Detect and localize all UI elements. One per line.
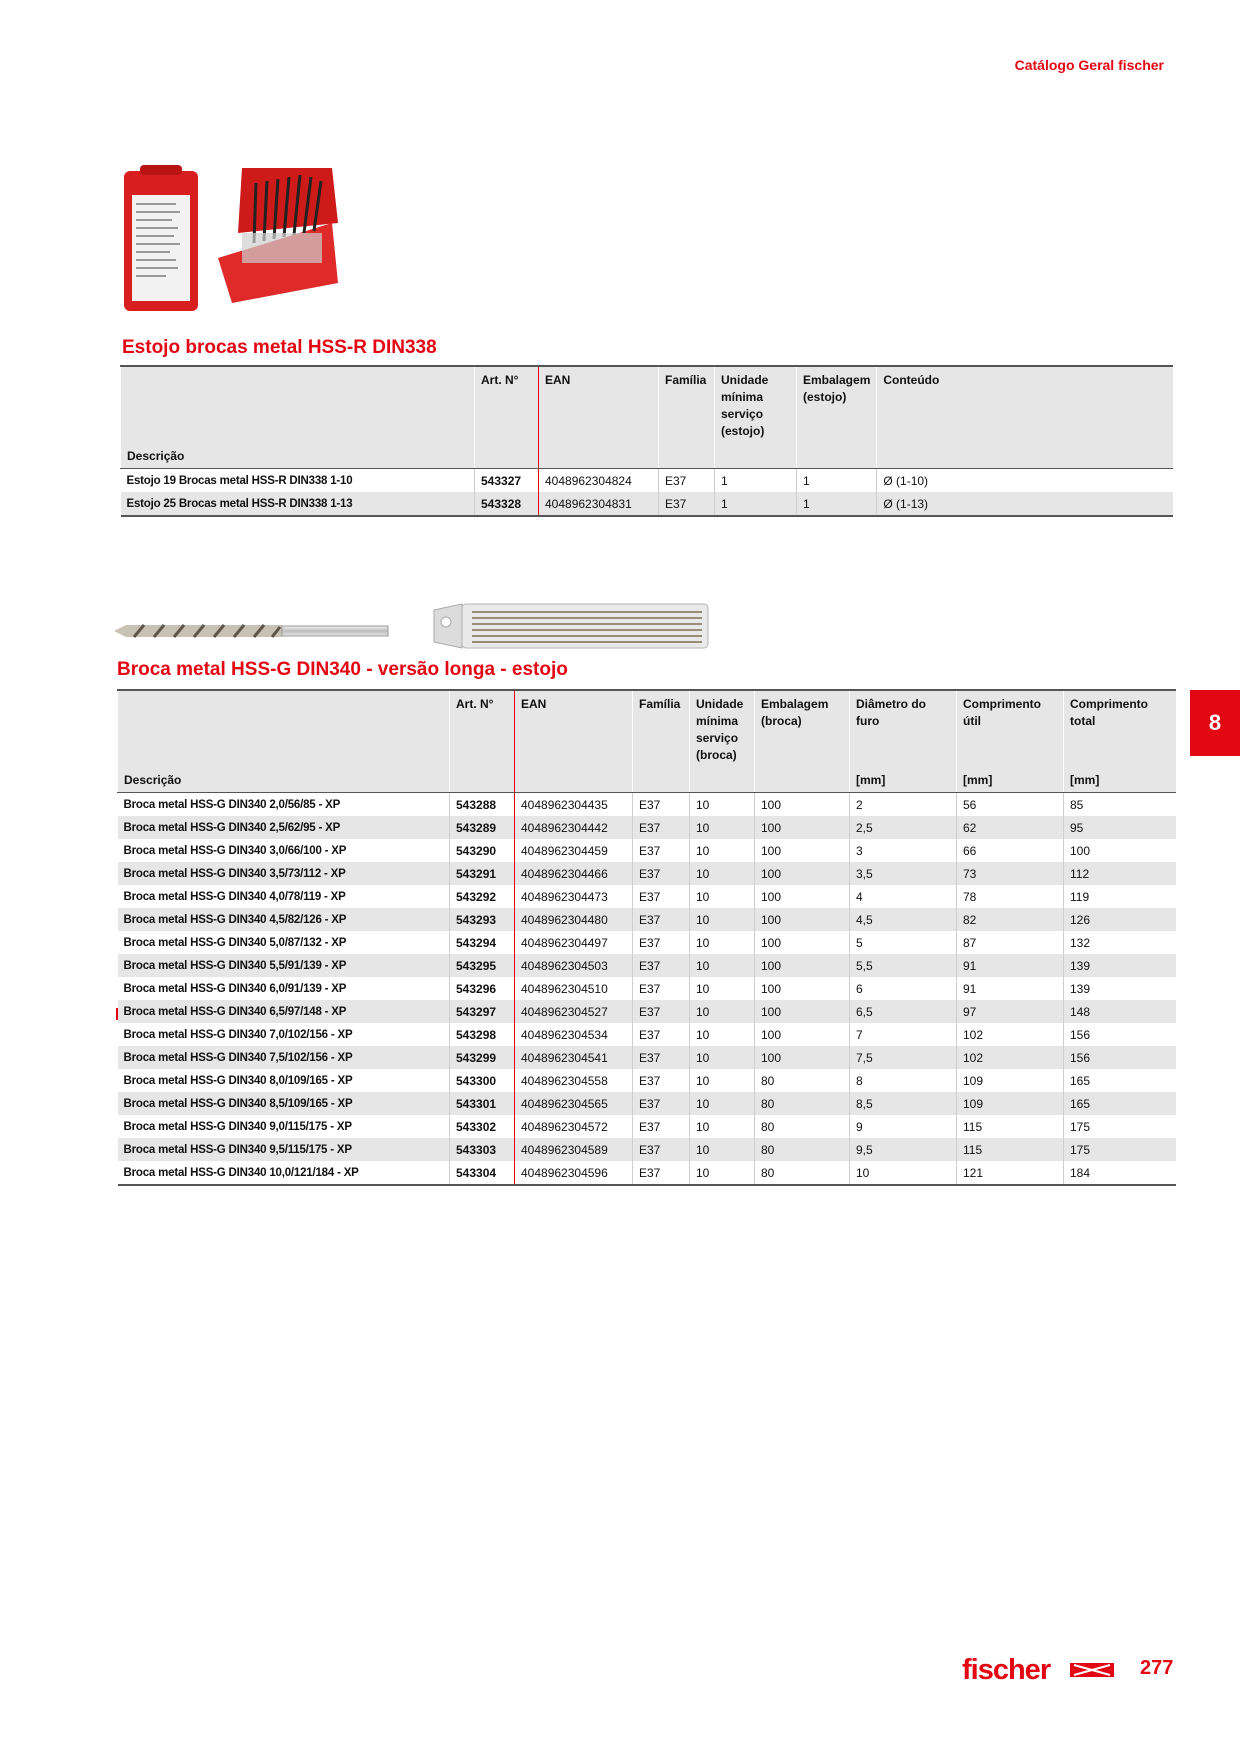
table-row <box>118 885 1177 908</box>
cell-total: 156 <box>1064 1046 1177 1069</box>
cell-diametro: 4 <box>850 885 957 908</box>
cell-art: 543298 <box>450 1023 515 1046</box>
table-row <box>118 862 1177 885</box>
section2-title: Broca metal HSS-G DIN340 - versão longa - estojo <box>117 659 568 680</box>
cell-ean: 4048962304572 <box>515 1115 633 1138</box>
cell-ean: 4048962304824 <box>539 469 659 493</box>
header-ean: EAN <box>539 366 659 443</box>
cell-embalagem: 100 <box>755 908 850 931</box>
cell-util: 121 <box>957 1161 1064 1185</box>
header-art: Art. N° <box>450 690 515 767</box>
cell-embalagem: 100 <box>755 1046 850 1069</box>
cell-art: 543327 <box>475 469 539 493</box>
drill-case-table <box>120 365 1173 517</box>
header-conteudo: Conteúdo <box>877 366 1173 443</box>
cell-ean: 4048962304497 <box>515 931 633 954</box>
cell-ean: 4048962304480 <box>515 908 633 931</box>
cell-util: 87 <box>957 931 1064 954</box>
header-util: Comprimento útil <box>957 690 1064 767</box>
cell-desc: Broca metal HSS-G DIN340 7,0/102/156 - XP <box>123 1028 353 1041</box>
cell-unidade: 1 <box>715 469 797 493</box>
cell-unidade: 10 <box>690 816 755 839</box>
cell-util: 102 <box>957 1023 1064 1046</box>
cell-art: 543300 <box>450 1069 515 1092</box>
cell-embalagem: 80 <box>755 1115 850 1138</box>
table-row <box>118 839 1177 862</box>
table-row <box>118 1046 1177 1069</box>
cell-embalagem: 100 <box>755 793 850 817</box>
header-desc: Descrição <box>121 443 475 469</box>
cell-total: 165 <box>1064 1092 1177 1115</box>
cell-ean: 4048962304534 <box>515 1023 633 1046</box>
cell-embalagem: 100 <box>755 862 850 885</box>
cell-art: 543289 <box>450 816 515 839</box>
header-familia: Família <box>659 366 715 443</box>
header-diametro: Diâmetro do furo <box>850 690 957 767</box>
cell-diametro: 6,5 <box>850 1000 957 1023</box>
cell-total: 100 <box>1064 839 1177 862</box>
cell-unidade: 10 <box>690 793 755 817</box>
cell-unidade: 1 <box>715 492 797 516</box>
svg-text:fischer: fischer <box>962 1654 1051 1686</box>
header-embalagem: Embalagem (broca) <box>755 690 850 767</box>
cell-ean: 4048962304442 <box>515 816 633 839</box>
cell-familia: E37 <box>633 977 690 1000</box>
cell-unidade: 10 <box>690 862 755 885</box>
cell-art: 543293 <box>450 908 515 931</box>
cell-total: 139 <box>1064 977 1177 1000</box>
cell-unidade: 10 <box>690 1000 755 1023</box>
table-row <box>118 931 1177 954</box>
header-art: Art. N° <box>475 366 539 443</box>
cell-familia: E37 <box>633 931 690 954</box>
cell-util: 102 <box>957 1046 1064 1069</box>
cell-total: 95 <box>1064 816 1177 839</box>
cell-art: 543301 <box>450 1092 515 1115</box>
cell-art: 543294 <box>450 931 515 954</box>
cell-desc: Broca metal HSS-G DIN340 7,5/102/156 - XP <box>118 1046 450 1069</box>
cell-total: 119 <box>1064 885 1177 908</box>
cell-util: 73 <box>957 862 1064 885</box>
table-row <box>118 1000 1177 1023</box>
cell-familia: E37 <box>633 1069 690 1092</box>
cell-ean: 4048962304558 <box>515 1069 633 1092</box>
cell-diametro: 8,5 <box>850 1092 957 1115</box>
chapter-tab: 8 <box>1190 690 1240 756</box>
cell-embalagem: 100 <box>755 839 850 862</box>
cell-util: 56 <box>957 793 1064 817</box>
cell-desc: Broca metal HSS-G DIN340 8,0/109/165 - XP <box>123 1074 353 1087</box>
header-total: Comprimento total <box>1064 690 1177 767</box>
cell-art: 543292 <box>450 885 515 908</box>
cell-art: 543291 <box>450 862 515 885</box>
cell-total: 175 <box>1064 1138 1177 1161</box>
cell-art: 543299 <box>450 1046 515 1069</box>
table-row <box>118 1023 1177 1046</box>
table-row <box>121 492 1174 516</box>
cell-desc: Broca metal HSS-G DIN340 5,5/91/139 - XP <box>118 954 450 977</box>
cell-diametro: 9 <box>850 1115 957 1138</box>
cell-familia: E37 <box>633 862 690 885</box>
cell-total: 165 <box>1064 1069 1177 1092</box>
cell-util: 78 <box>957 885 1064 908</box>
cell-util: 109 <box>957 1069 1064 1092</box>
cell-ean: 4048962304503 <box>515 954 633 977</box>
cell-embalagem: 80 <box>755 1161 850 1185</box>
cell-ean: 4048962304589 <box>515 1138 633 1161</box>
table-row <box>121 469 1174 493</box>
margin-mark <box>116 1008 118 1020</box>
cell-total: 112 <box>1064 862 1177 885</box>
drill-case-image <box>122 163 342 313</box>
cell-diametro: 9,5 <box>850 1138 957 1161</box>
cell-embalagem: 100 <box>755 1023 850 1046</box>
drill-bit-table <box>117 689 1176 1186</box>
cell-embalagem: 100 <box>755 931 850 954</box>
unit-diametro: [mm] <box>850 767 957 793</box>
header-desc: Descrição <box>118 767 450 793</box>
cell-embalagem: 100 <box>755 816 850 839</box>
cell-total: 156 <box>1064 1023 1177 1046</box>
cell-art: 543288 <box>450 793 515 817</box>
cell-diametro: 5,5 <box>850 954 957 977</box>
table-row <box>118 1069 1177 1092</box>
cell-familia: E37 <box>633 1092 690 1115</box>
table-row <box>118 1161 1177 1185</box>
cell-familia: E37 <box>659 492 715 516</box>
cell-familia: E37 <box>633 954 690 977</box>
cell-familia: E37 <box>633 1023 690 1046</box>
cell-unidade: 10 <box>690 954 755 977</box>
cell-conteudo: Ø (1-13) <box>877 492 1173 516</box>
cell-total: 148 <box>1064 1000 1177 1023</box>
cell-art: 543328 <box>475 492 539 516</box>
cell-unidade: 10 <box>690 908 755 931</box>
cell-unidade: 10 <box>690 1161 755 1185</box>
cell-diametro: 5 <box>850 931 957 954</box>
header-unidade: Unidade mínima serviço (estojo) <box>715 366 797 443</box>
cell-conteudo: Ø (1-10) <box>877 469 1173 493</box>
header-embalagem: Embalagem (estojo) <box>797 366 877 443</box>
cell-ean: 4048962304541 <box>515 1046 633 1069</box>
cell-ean: 4048962304831 <box>539 492 659 516</box>
cell-familia: E37 <box>633 816 690 839</box>
cell-desc: Broca metal HSS-G DIN340 2,0/56/85 - XP <box>123 798 341 811</box>
cell-familia: E37 <box>633 1046 690 1069</box>
cell-util: 82 <box>957 908 1064 931</box>
cell-desc: Estojo 25 Brocas metal HSS-R DIN338 1-13 <box>121 492 475 516</box>
cell-familia: E37 <box>633 1138 690 1161</box>
cell-embalagem: 100 <box>755 977 850 1000</box>
cell-desc: Broca metal HSS-G DIN340 10,0/121/184 - XP <box>118 1161 450 1185</box>
cell-util: 97 <box>957 1000 1064 1023</box>
table-row <box>118 1092 1177 1115</box>
cell-desc: Broca metal HSS-G DIN340 9,5/115/175 - XP <box>118 1138 450 1161</box>
cell-familia: E37 <box>659 469 715 493</box>
fischer-logo <box>962 1653 1117 1687</box>
cell-familia: E37 <box>633 1161 690 1185</box>
cell-unidade: 10 <box>690 839 755 862</box>
cell-art: 543290 <box>450 839 515 862</box>
cell-embalagem: 80 <box>755 1138 850 1161</box>
header-unidade: Unidade mínima serviço (broca) <box>690 690 755 767</box>
cell-art: 543295 <box>450 954 515 977</box>
cell-ean: 4048962304527 <box>515 1000 633 1023</box>
cell-desc: Broca metal HSS-G DIN340 3,0/66/100 - XP <box>123 844 347 857</box>
cell-embalagem: 80 <box>755 1092 850 1115</box>
cell-diametro: 7 <box>850 1023 957 1046</box>
cell-art: 543296 <box>450 977 515 1000</box>
cell-total: 139 <box>1064 954 1177 977</box>
cell-familia: E37 <box>633 1115 690 1138</box>
cell-ean: 4048962304466 <box>515 862 633 885</box>
page-number: 277 <box>1140 1657 1174 1679</box>
cell-unidade: 10 <box>690 1046 755 1069</box>
cell-desc: Broca metal HSS-G DIN340 2,5/62/95 - XP <box>118 816 450 839</box>
cell-diametro: 7,5 <box>850 1046 957 1069</box>
cell-unidade: 10 <box>690 1023 755 1046</box>
drill-bit-image <box>112 620 392 642</box>
cell-embalagem: 100 <box>755 954 850 977</box>
cell-util: 66 <box>957 839 1064 862</box>
table-row <box>118 908 1177 931</box>
cell-ean: 4048962304596 <box>515 1161 633 1185</box>
header-desc-spacer <box>118 690 450 767</box>
cell-familia: E37 <box>633 793 690 817</box>
cell-desc: Broca metal HSS-G DIN340 8,5/109/165 - XP <box>118 1092 450 1115</box>
cell-diametro: 2,5 <box>850 816 957 839</box>
cell-util: 91 <box>957 977 1064 1000</box>
cell-unidade: 10 <box>690 977 755 1000</box>
cell-ean: 4048962304473 <box>515 885 633 908</box>
table-row <box>118 1138 1177 1161</box>
cell-desc: Broca metal HSS-G DIN340 4,5/82/126 - XP <box>118 908 450 931</box>
cell-diametro: 8 <box>850 1069 957 1092</box>
table-row <box>118 954 1177 977</box>
cell-art: 543302 <box>450 1115 515 1138</box>
cell-ean: 4048962304510 <box>515 977 633 1000</box>
cell-embalagem: 1 <box>797 492 877 516</box>
header-ean: EAN <box>515 690 633 767</box>
cell-diametro: 2 <box>850 793 957 817</box>
cell-familia: E37 <box>633 839 690 862</box>
catalog-header: Catálogo Geral fischer <box>1014 57 1164 73</box>
cell-total: 184 <box>1064 1161 1177 1185</box>
table-row <box>118 816 1177 839</box>
cell-total: 126 <box>1064 908 1177 931</box>
header-familia: Família <box>633 690 690 767</box>
cell-util: 62 <box>957 816 1064 839</box>
cell-unidade: 10 <box>690 885 755 908</box>
cell-desc: Broca metal HSS-G DIN340 4,0/78/119 - XP <box>123 890 346 903</box>
cell-unidade: 10 <box>690 1069 755 1092</box>
cell-desc: Broca metal HSS-G DIN340 3,5/73/112 - XP <box>118 862 450 885</box>
cell-util: 115 <box>957 1138 1064 1161</box>
cell-desc: Estojo 19 Brocas metal HSS-R DIN338 1-10 <box>126 474 353 487</box>
cell-familia: E37 <box>633 908 690 931</box>
cell-util: 109 <box>957 1092 1064 1115</box>
cell-embalagem: 1 <box>797 469 877 493</box>
cell-diametro: 3,5 <box>850 862 957 885</box>
table-row <box>118 1115 1177 1138</box>
cell-embalagem: 100 <box>755 1000 850 1023</box>
cell-ean: 4048962304435 <box>515 793 633 817</box>
cell-total: 175 <box>1064 1115 1177 1138</box>
section1-title: Estojo brocas metal HSS-R DIN338 <box>122 337 437 358</box>
cell-util: 115 <box>957 1115 1064 1138</box>
cell-total: 85 <box>1064 793 1177 817</box>
cell-diametro: 10 <box>850 1161 957 1185</box>
cell-unidade: 10 <box>690 931 755 954</box>
cell-ean: 4048962304459 <box>515 839 633 862</box>
unit-util: [mm] <box>957 767 1064 793</box>
cell-util: 91 <box>957 954 1064 977</box>
header-desc-spacer <box>121 366 475 443</box>
cell-unidade: 10 <box>690 1092 755 1115</box>
cell-desc: Broca metal HSS-G DIN340 6,0/91/139 - XP <box>123 982 347 995</box>
cell-familia: E37 <box>633 885 690 908</box>
cell-unidade: 10 <box>690 1138 755 1161</box>
cell-desc: Broca metal HSS-G DIN340 6,5/97/148 - XP <box>118 1000 450 1023</box>
cell-total: 132 <box>1064 931 1177 954</box>
cell-art: 543304 <box>450 1161 515 1185</box>
cell-unidade: 10 <box>690 1115 755 1138</box>
table-row <box>118 977 1177 1000</box>
cell-diametro: 6 <box>850 977 957 1000</box>
cell-diametro: 3 <box>850 839 957 862</box>
cell-diametro: 4,5 <box>850 908 957 931</box>
table-row <box>118 793 1177 817</box>
unit-total: [mm] <box>1064 767 1177 793</box>
cell-embalagem: 80 <box>755 1069 850 1092</box>
cell-art: 543297 <box>450 1000 515 1023</box>
cell-art: 543303 <box>450 1138 515 1161</box>
cell-familia: E37 <box>633 1000 690 1023</box>
drill-tube-image <box>432 600 712 652</box>
cell-desc: Broca metal HSS-G DIN340 5,0/87/132 - XP <box>123 936 347 949</box>
cell-desc: Broca metal HSS-G DIN340 9,0/115/175 - XP <box>123 1120 352 1133</box>
cell-ean: 4048962304565 <box>515 1092 633 1115</box>
cell-embalagem: 100 <box>755 885 850 908</box>
